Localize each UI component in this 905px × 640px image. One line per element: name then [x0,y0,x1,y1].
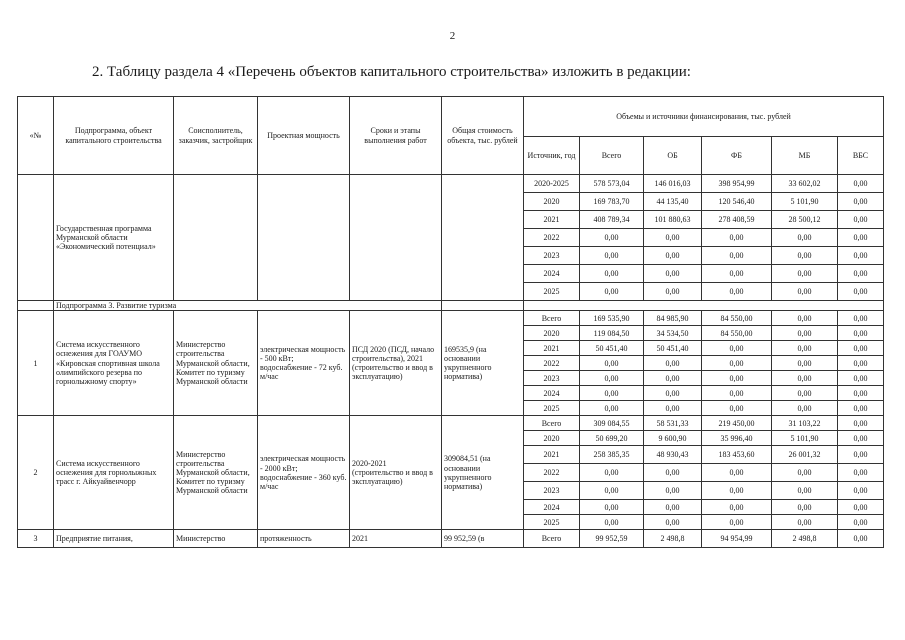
cell-source-year: 2024 [524,265,580,283]
cell-total: 119 084,50 [580,326,644,341]
cell-mb: 2 498,8 [772,530,838,548]
object-terms: ПСД 2020 (ПСД, начало строительства), 2021 (строительство и ввод в эксплуатацию) [350,311,442,416]
cell-total: 578 573,04 [580,175,644,193]
object-cost: 169535,9 (на основании укрупненного норматива) [442,311,524,416]
cell-total: 0,00 [580,283,644,301]
cell-vbs: 0,00 [838,371,884,386]
subprogram-title: Подпрограмма 3. Развитие туризма [54,301,442,311]
cell-fb: 183 453,60 [702,446,772,464]
cell-fb: 278 408,59 [702,211,772,229]
cell-fb: 120 546,40 [702,193,772,211]
cell-vbs: 0,00 [838,283,884,301]
cell-ob: 34 534,50 [644,326,702,341]
object-executor: Министерство [174,530,258,548]
cell-source-year: Всего [524,416,580,431]
cell-total: 0,00 [580,482,644,500]
table-row [18,175,884,193]
section-heading: 2. Таблицу раздела 4 «Перечень объектов капитального строительства» изложить в редакции: [92,64,691,80]
object-title: Система искусственного оснежения для горнолыжных трасс г. Айкуайвенчорр [54,416,174,530]
cell-total: 169 535,90 [580,311,644,326]
cell-ob: 101 880,63 [644,211,702,229]
cell-mb: 0,00 [772,341,838,356]
cell-fb: 0,00 [702,386,772,401]
cell-source-year: 2021 [524,341,580,356]
cell-source-year: 2020 [524,193,580,211]
gov-cost-cell [442,175,524,301]
cell-vbs: 0,00 [838,247,884,265]
subprogram-fin-cell [524,301,884,311]
object-title: Предприятие питания, [54,530,174,548]
cell-mb: 26 001,32 [772,446,838,464]
header-ob: ОБ [644,137,702,175]
cell-total: 99 952,59 [580,530,644,548]
cell-vbs: 0,00 [838,500,884,515]
object-num: 1 [18,311,54,416]
gov-num-cell [18,175,54,301]
header-vbs: ВБС [838,137,884,175]
cell-source-year: 2024 [524,500,580,515]
cell-mb: 0,00 [772,386,838,401]
cell-total: 0,00 [580,500,644,515]
cell-mb: 0,00 [772,247,838,265]
cell-ob: 0,00 [644,515,702,530]
cell-mb: 33 602,02 [772,175,838,193]
cell-fb: 0,00 [702,371,772,386]
object-num: 2 [18,416,54,530]
cell-total: 50 699,20 [580,431,644,446]
object-cost: 309084,51 (на основании укрупненного норматива) [442,416,524,530]
object-terms: 2020-2021 (строительство и ввод в эксплуатацию) [350,416,442,530]
cell-source-year: 2020-2025 [524,175,580,193]
cell-vbs: 0,00 [838,311,884,326]
cell-vbs: 0,00 [838,211,884,229]
cell-fb: 35 996,40 [702,431,772,446]
cell-total: 0,00 [580,229,644,247]
cell-fb: 0,00 [702,500,772,515]
cell-ob: 2 498,8 [644,530,702,548]
cell-mb: 28 500,12 [772,211,838,229]
cell-vbs: 0,00 [838,446,884,464]
cell-source-year: 2024 [524,386,580,401]
cell-ob: 50 451,40 [644,341,702,356]
gov-executor-cell [174,175,258,301]
cell-mb: 5 101,90 [772,431,838,446]
cell-source-year: 2021 [524,446,580,464]
cell-source-year: 2023 [524,247,580,265]
cell-vbs: 0,00 [838,326,884,341]
gov-program-title: Государственная программа Мурманской области «Экономический потенциал» [54,175,174,301]
cell-vbs: 0,00 [838,265,884,283]
cell-ob: 0,00 [644,464,702,482]
object-terms: 2021 [350,530,442,548]
cell-ob: 0,00 [644,401,702,416]
cell-ob: 0,00 [644,247,702,265]
cell-fb: 84 550,00 [702,311,772,326]
cell-vbs: 0,00 [838,193,884,211]
cell-source-year: 2025 [524,401,580,416]
table-row [18,530,884,548]
header-source-year: Источник, год [524,137,580,175]
cell-source-year: 2022 [524,229,580,247]
object-num: 3 [18,530,54,548]
cell-fb: 84 550,00 [702,326,772,341]
cell-fb: 0,00 [702,247,772,265]
gov-capacity-cell [258,175,350,301]
cell-vbs: 0,00 [838,464,884,482]
cell-fb: 94 954,99 [702,530,772,548]
cell-ob: 146 016,03 [644,175,702,193]
object-capacity: протяженность [258,530,350,548]
cell-mb: 0,00 [772,265,838,283]
cell-vbs: 0,00 [838,416,884,431]
header-total: Всего [580,137,644,175]
capital-construction-table [17,96,884,548]
cell-vbs: 0,00 [838,482,884,500]
cell-fb: 0,00 [702,515,772,530]
cell-source-year: 2022 [524,356,580,371]
object-title: Система искусственного оснежения для ГОАУМО «Кировская спортивная школа олимпийского резерва по горнолыжному спорту» [54,311,174,416]
cell-vbs: 0,00 [838,386,884,401]
cell-vbs: 0,00 [838,341,884,356]
cell-fb: 0,00 [702,356,772,371]
cell-mb: 31 103,22 [772,416,838,431]
cell-ob: 44 135,40 [644,193,702,211]
cell-source-year: Всего [524,311,580,326]
cell-total: 0,00 [580,464,644,482]
cell-ob: 0,00 [644,500,702,515]
cell-source-year: 2020 [524,431,580,446]
cell-source-year: 2023 [524,371,580,386]
cell-ob: 84 985,90 [644,311,702,326]
cell-mb: 0,00 [772,311,838,326]
cell-vbs: 0,00 [838,431,884,446]
cell-fb: 0,00 [702,482,772,500]
cell-ob: 0,00 [644,482,702,500]
cell-fb: 219 450,00 [702,416,772,431]
subprogram-row [18,301,884,311]
header-fb: ФБ [702,137,772,175]
cell-source-year: 2025 [524,283,580,301]
cell-fb: 0,00 [702,401,772,416]
header-cost: Общая стоимость объекта, тыс. рублей [442,97,524,175]
cell-fb: 0,00 [702,464,772,482]
cell-total: 0,00 [580,515,644,530]
cell-mb: 0,00 [772,401,838,416]
cell-source-year: Всего [524,530,580,548]
cell-ob: 0,00 [644,283,702,301]
cell-fb: 0,00 [702,283,772,301]
header-num: «№ [18,97,54,175]
cell-ob: 0,00 [644,229,702,247]
object-cost: 99 952,59 (в [442,530,524,548]
cell-source-year: 2021 [524,211,580,229]
table-row [18,311,884,326]
object-capacity: электрическая мощность - 500 кВт; водоснабжение - 72 куб. м/час [258,311,350,416]
cell-mb: 5 101,90 [772,193,838,211]
cell-mb: 0,00 [772,464,838,482]
cell-mb: 0,00 [772,482,838,500]
cell-total: 50 451,40 [580,341,644,356]
cell-ob: 0,00 [644,371,702,386]
cell-mb: 0,00 [772,229,838,247]
cell-mb: 0,00 [772,283,838,301]
subprogram-cost-cell [442,301,524,311]
cell-ob: 0,00 [644,265,702,283]
cell-mb: 0,00 [772,326,838,341]
object-executor: Министерство строительства Мурманской области, Комитет по туризму Мурманской области [174,416,258,530]
cell-fb: 0,00 [702,265,772,283]
page-number: 2 [449,30,456,42]
cell-mb: 0,00 [772,515,838,530]
header-mb: МБ [772,137,838,175]
cell-vbs: 0,00 [838,356,884,371]
cell-ob: 0,00 [644,356,702,371]
cell-total: 0,00 [580,371,644,386]
cell-ob: 58 531,33 [644,416,702,431]
cell-ob: 0,00 [644,386,702,401]
header-financing: Объемы и источники финансирования, тыс. рублей [524,97,884,137]
object-executor: Министерство строительства Мурманской области, Комитет по туризму Мурманской области [174,311,258,416]
table-row [18,416,884,431]
cell-total: 0,00 [580,265,644,283]
cell-total: 258 385,35 [580,446,644,464]
header-capacity: Проектная мощность [258,97,350,175]
cell-vbs: 0,00 [838,229,884,247]
header-program: Подпрограмма, объект капитального строительства [54,97,174,175]
cell-vbs: 0,00 [838,175,884,193]
cell-fb: 398 954,99 [702,175,772,193]
cell-total: 0,00 [580,247,644,265]
cell-total: 169 783,70 [580,193,644,211]
cell-total: 0,00 [580,401,644,416]
cell-total: 0,00 [580,356,644,371]
subprogram-num-cell [18,301,54,311]
cell-mb: 0,00 [772,371,838,386]
gov-terms-cell [350,175,442,301]
object-capacity: электрическая мощность - 2000 кВт; водоснабжение - 360 куб. м/час [258,416,350,530]
cell-total: 309 084,55 [580,416,644,431]
cell-total: 0,00 [580,386,644,401]
cell-fb: 0,00 [702,229,772,247]
cell-source-year: 2023 [524,482,580,500]
header-terms: Сроки и этапы выполнения работ [350,97,442,175]
cell-source-year: 2020 [524,326,580,341]
cell-ob: 9 600,90 [644,431,702,446]
cell-source-year: 2022 [524,464,580,482]
cell-vbs: 0,00 [838,401,884,416]
cell-mb: 0,00 [772,500,838,515]
cell-vbs: 0,00 [838,530,884,548]
cell-total: 408 789,34 [580,211,644,229]
header-executor: Соисполнитель, заказчик, застройщик [174,97,258,175]
cell-source-year: 2025 [524,515,580,530]
cell-ob: 48 930,43 [644,446,702,464]
cell-mb: 0,00 [772,356,838,371]
cell-vbs: 0,00 [838,515,884,530]
cell-fb: 0,00 [702,341,772,356]
